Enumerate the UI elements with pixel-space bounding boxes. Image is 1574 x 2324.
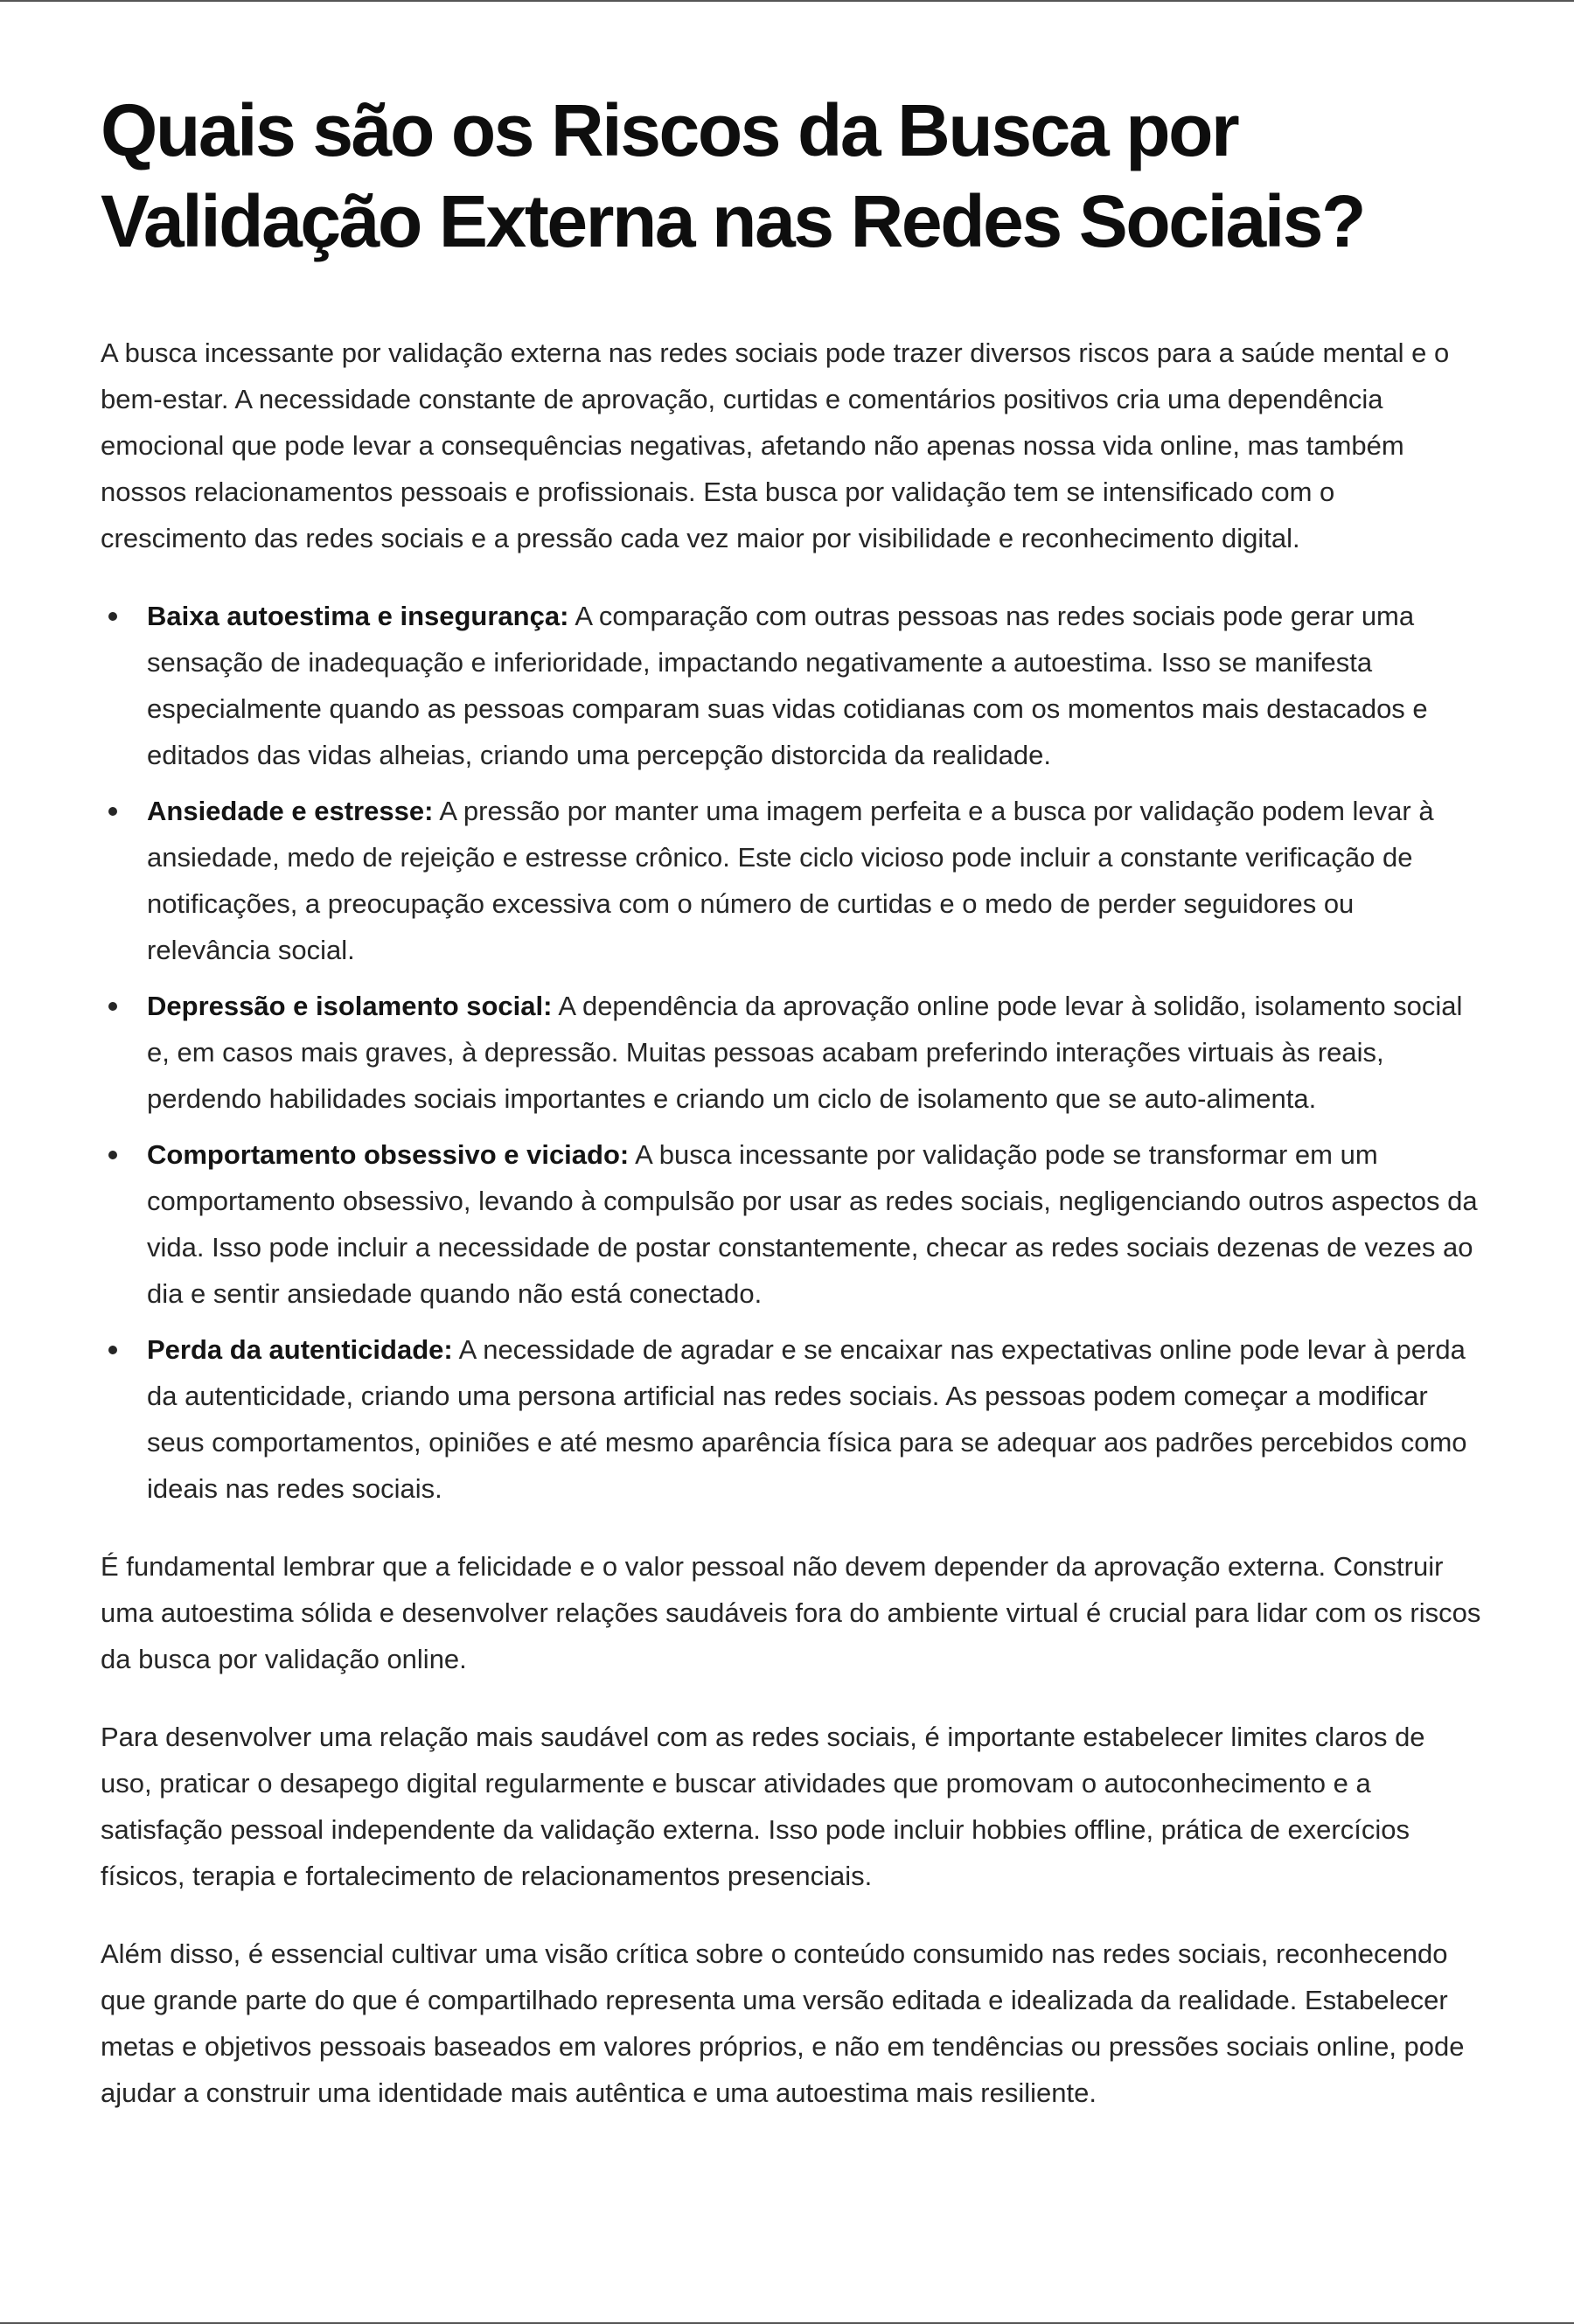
bullet-dot-icon	[108, 1151, 117, 1159]
risk-description: A busca incessante por validação pode se transformar em um comportamento obsessivo, levando à compulsão por usar as redes sociais, negligenciando outros aspectos da vida. Isso pode incluir a necessidade de postar constantemente, checar as redes sociais dezenas de vezes ao dia e sentir ansiedade quando não está conectado.	[147, 1139, 1478, 1309]
risk-list	[101, 593, 1482, 1512]
closing-paragraph-3: Além disso, é essencial cultivar uma visão crítica sobre o conteúdo consumido nas redes sociais, reconhecendo que grande parte do que é compartilhado representa uma versão editada e idealizada da realidade. Estabelecer metas e objetivos pessoais baseados em valores próprios, e não em tendências ou pressões sociais online, pode ajudar a construir uma identidade mais autêntica e uma autoestima mais resiliente.	[101, 1938, 1465, 2108]
bullet-dot-icon	[108, 807, 117, 816]
risk-description: A pressão por manter uma imagem perfeita e a busca por validação podem levar à ansiedade, medo de rejeição e estresse crônico. Este ciclo vicioso pode incluir a constante verificação de notificações, a preocupação excessiva com o número de curtidas e o medo de perder seguidores ou relevância social.	[147, 796, 1434, 965]
risk-description: A comparação com outras pessoas nas redes sociais pode gerar uma sensação de inadequação e inferioridade, impactando negativamente a autoestima. Isso se manifesta especialmente quando as pessoas comparam suas vidas cotidianas com os momentos mais destacados e editados das vidas alheias, criando uma percepção distorcida da realidade.	[147, 601, 1428, 770]
closing-paragraph-1: É fundamental lembrar que a felicidade e o valor pessoal não devem depender da aprovação externa. Construir uma autoestima sólida e desenvolver relações saudáveis fora do ambiente virtual é crucial para lidar com os riscos da busca por validação online.	[101, 1551, 1481, 1674]
bullet-dot-icon	[108, 1346, 117, 1354]
risk-item-loss-of-authenticity	[101, 1326, 1482, 1512]
risk-term: Comportamento obsessivo e viciado:	[147, 1139, 630, 1170]
risk-item-low-self-esteem	[101, 593, 1482, 778]
risk-term: Baixa autoestima e insegurança:	[147, 601, 569, 631]
risk-term: Depressão e isolamento social:	[147, 991, 553, 1021]
risk-term: Ansiedade e estresse:	[147, 796, 434, 826]
article-title: Quais são os Riscos da Busca por Validação Externa nas Redes Sociais?	[101, 89, 1365, 262]
risk-description: A dependência da aprovação online pode levar à solidão, isolamento social e, em casos mais graves, à depressão. Muitas pessoas acabam preferindo interações virtuais às reais, perdendo habilidades sociais importantes e criando um ciclo de isolamento que se auto-alimenta.	[147, 991, 1463, 1114]
risk-item-depression-isolation	[101, 983, 1482, 1122]
bullet-dot-icon	[108, 1002, 117, 1011]
intro-paragraph: A busca incessante por validação externa nas redes sociais pode trazer diversos riscos para a saúde mental e o bem-estar. A necessidade constante de aprovação, curtidas e comentários positivos cria uma dependência emocional que pode levar a consequências negativas, afetando não apenas nossa vida online, mas também nossos relacionamentos pessoais e profissionais. Esta busca por validação tem se intensificado com o crescimento das redes sociais e a pressão cada vez maior por visibilidade e reconhecimento digital.	[101, 337, 1450, 553]
risk-term: Perda da autenticidade:	[147, 1334, 453, 1365]
closing-paragraph-2: Para desenvolver uma relação mais saudável com as redes sociais, é importante estabelecer limites claros de uso, praticar o desapego digital regularmente e buscar atividades que promovam o autoconhecimento e a satisfação pessoal independente da validação externa. Isso pode incluir hobbies offline, prática de exercícios físicos, terapia e fortalecimento de relacionamentos presenciais.	[101, 1722, 1425, 1891]
risk-item-obsessive-behavior	[101, 1131, 1482, 1317]
risk-description: A necessidade de agradar e se encaixar nas expectativas online pode levar à perda da autenticidade, criando uma persona artificial nas redes sociais. As pessoas podem começar a modificar seus comportamentos, opiniões e até mesmo aparência física para se adequar aos padrões percebidos como ideais nas redes sociais.	[147, 1334, 1467, 1504]
bullet-dot-icon	[108, 612, 117, 621]
article	[101, 85, 1482, 2147]
risk-item-anxiety-stress	[101, 788, 1482, 973]
